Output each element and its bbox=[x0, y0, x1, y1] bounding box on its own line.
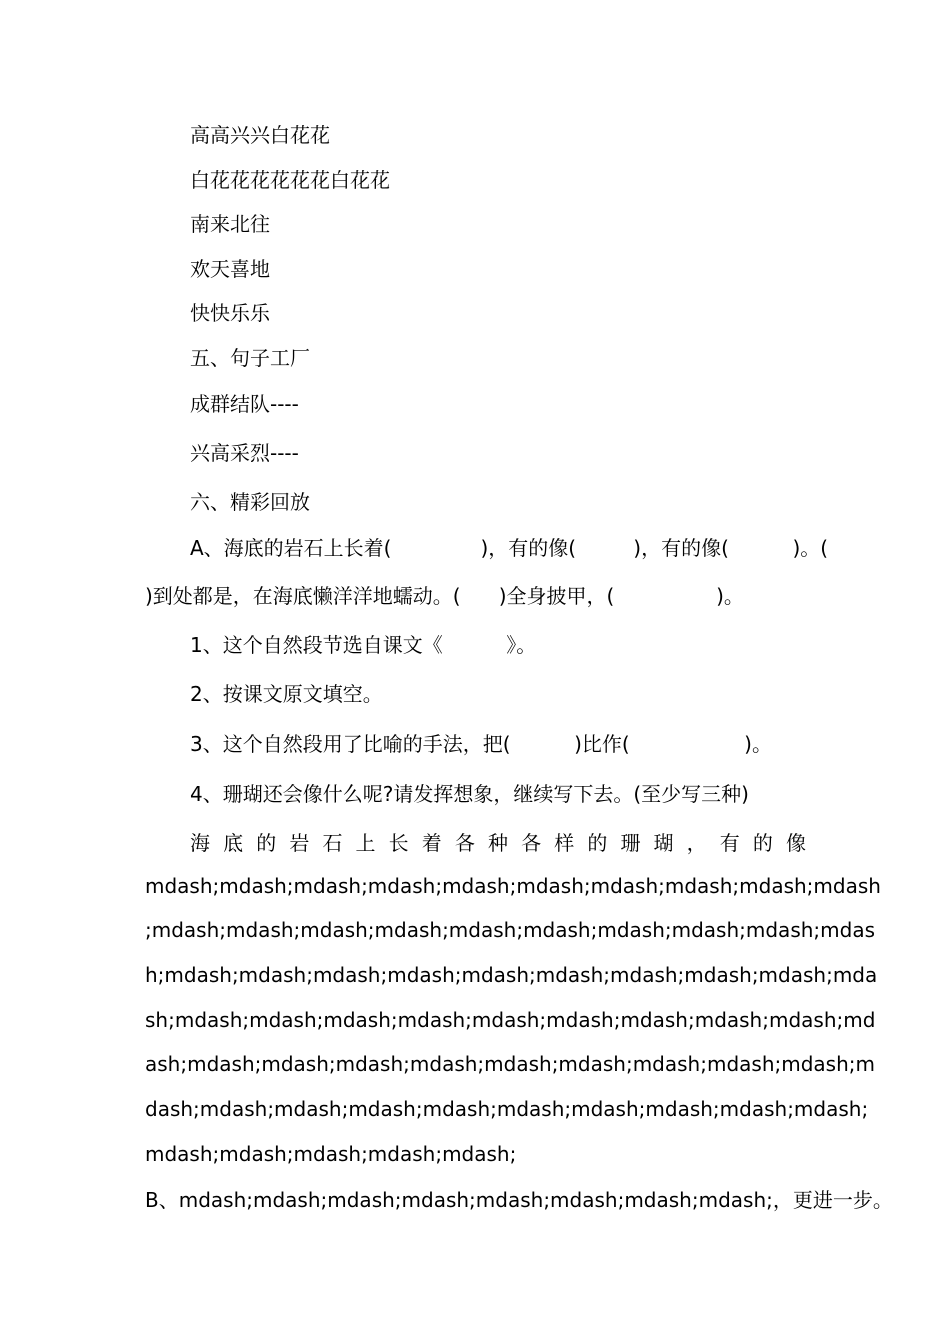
question-3: 3、这个自然段用了比喻的手法，把( )比作( )。 bbox=[190, 732, 772, 756]
idiom-line-1: 高高兴兴白花花 bbox=[190, 123, 330, 147]
idiom-line-3: 南来北往 bbox=[190, 212, 270, 236]
idiom-line-2: 白花花花花花花白花花 bbox=[190, 168, 390, 192]
sentence-line-2: 兴高采烈---- bbox=[190, 441, 299, 465]
sentence-line-1: 成群结队---- bbox=[190, 392, 299, 416]
question-1: 1、这个自然段节选自课文《 》。 bbox=[190, 633, 537, 657]
idiom-line-4: 欢天喜地 bbox=[190, 257, 270, 281]
answer-dash-line: dash;mdash;mdash;mdash;mdash;mdash;mdash;mdash;mdash;mdash; bbox=[145, 1097, 869, 1121]
passage-a-line-2: )到处都是，在海底懒洋洋地蠕动。( )全身披甲，( )。 bbox=[145, 584, 744, 608]
answer-dash-line: mdash;mdash;mdash;mdash;mdash; bbox=[145, 1142, 517, 1166]
answer-dash-line: h;mdash;mdash;mdash;mdash;mdash;mdash;mdash;mdash;mdash;mda bbox=[145, 963, 878, 987]
question-2: 2、按课文原文填空。 bbox=[190, 682, 383, 706]
idiom-line-5: 快快乐乐 bbox=[190, 301, 270, 325]
answer-lead-line: 海 底 的 岩 石 上 长 着 各 种 各 样 的 珊 瑚 ， 有 的 像 bbox=[190, 831, 806, 855]
answer-dash-line: ash;mdash;mdash;mdash;mdash;mdash;mdash;mdash;mdash;mdash;m bbox=[145, 1052, 875, 1076]
question-4: 4、珊瑚还会像什么呢?请发挥想象，继续写下去。(至少写三种) bbox=[190, 782, 749, 806]
answer-dash-line: ;mdash;mdash;mdash;mdash;mdash;mdash;mdash;mdash;mdash;mdas bbox=[145, 918, 875, 942]
answer-dash-line: sh;mdash;mdash;mdash;mdash;mdash;mdash;mdash;mdash;mdash;md bbox=[145, 1008, 876, 1032]
answer-dash-line: mdash;mdash;mdash;mdash;mdash;mdash;mdash;mdash;mdash;mdash bbox=[145, 874, 881, 898]
passage-a-line-1: A、海底的岩石上长着( )，有的像( )，有的像( )。( bbox=[190, 536, 829, 560]
section-heading-5: 五、句子工厂 bbox=[190, 346, 310, 370]
section-heading-6: 六、精彩回放 bbox=[190, 490, 310, 514]
passage-b-line: B、mdash;mdash;mdash;mdash;mdash;mdash;mdash;mdash;，更进一步。 bbox=[145, 1188, 893, 1212]
